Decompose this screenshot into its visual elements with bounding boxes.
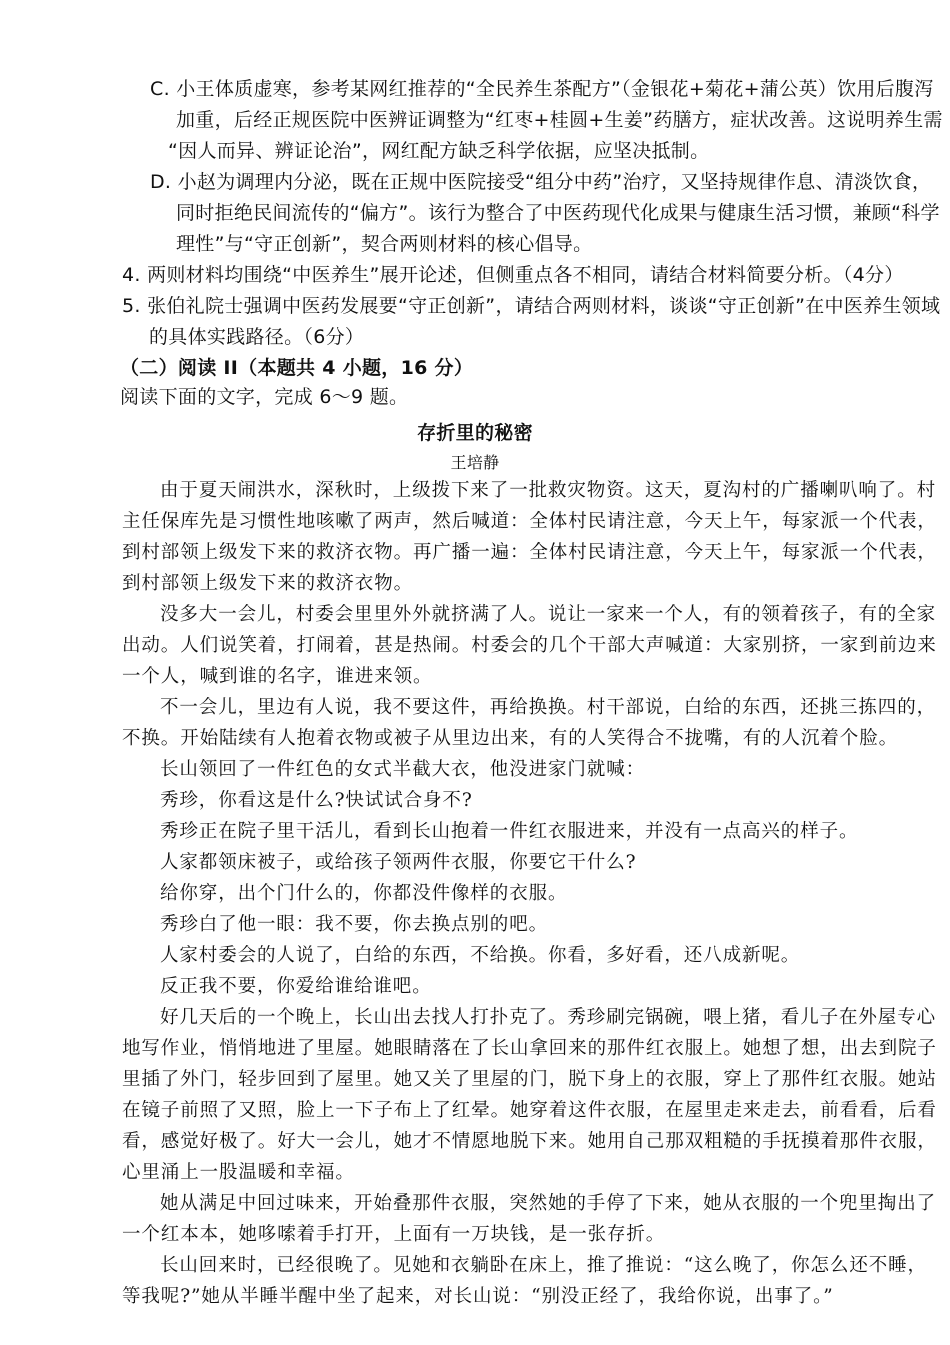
story-line: 一个人，喊到谁的名字，谁进来领。 <box>122 666 433 687</box>
story-line: 到村部领上级发下来的救济衣物。 <box>122 573 414 594</box>
story-line: 到村部领上级发下来的救济衣物。再广播一遍：全体村民请注意，今天上午，每家派一个代表， <box>122 542 937 563</box>
story-line: 长山回来时，已经很晚了。见她和衣躺卧在床上，推了推说：“这么晚了，你怎么还不睡， <box>160 1255 927 1276</box>
story-author: 王培静 <box>450 453 500 472</box>
story-line: 在镜子前照了又照，脸上一下子布上了红晕。她穿着这件衣服，在屋里走来走去，前看看，后看 <box>122 1100 937 1121</box>
story-line: 她从满足中回过味来，开始叠那件衣服，突然她的手停了下来，她从衣服的一个兜里掏出了 <box>160 1193 937 1214</box>
story-line: 由于夏天闹洪水，深秋时，上级拨下来了一批救灾物资。这天，夏沟村的广播喇叭响了。村 <box>160 480 937 501</box>
section-instruction: 阅读下面的文字，完成 6～9 题。 <box>120 386 409 408</box>
story-line: 给你穿，出个门什么的，你都没件像样的衣服。 <box>160 883 568 904</box>
story-line: 心里涌上一股温暖和幸福。 <box>122 1162 355 1183</box>
story-title: 存折里的秘密 <box>417 422 533 444</box>
question-4: 4. 两则材料均围绕“中医养生”展开论述，但侧重点各不相同，请结合材料简要分析。（4分） <box>122 264 904 286</box>
story-line: 秀珍正在院子里干活儿，看到长山抱着一件红衣服进来，并没有一点高兴的样子。 <box>160 821 859 842</box>
story-line: 长山领回了一件红色的女式半截大衣，他没进家门就喊： <box>160 759 646 780</box>
option-d-line-3: 理性”与“守正创新”，契合两则材料的核心倡导。 <box>176 233 593 255</box>
story-line: 里插了外门，轻步回到了屋里。她又关了里屋的门，脱下身上的衣服，穿上了那件红衣服。她站 <box>122 1069 937 1090</box>
story-line: 主任保库先是习惯性地咳嗽了两声，然后喊道：全体村民请注意，今天上午，每家派一个代表， <box>122 511 937 532</box>
story-line: 看，感觉好极了。好大一会儿，她才不情愿地脱下来。她用自己那双粗糙的手抚摸着那件衣服， <box>122 1131 937 1152</box>
story-line: 一个红本本，她哆嗦着手打开，上面有一万块钱，是一张存折。 <box>122 1224 666 1245</box>
story-line: 秀珍，你看这是什么?快试试合身不? <box>160 790 473 811</box>
story-line: 人家都领床被子，或给孩子领两件衣服，你要它干什么? <box>160 852 637 873</box>
story-line: 不一会儿，里边有人说，我不要这件，再给换换。村干部说，白给的东西，还挑三拣四的， <box>160 697 937 718</box>
question-5-line-1: 5. 张伯礼院士强调中医药发展要“守正创新”，请结合两则材料，谈谈“守正创新”在中医养生领域 <box>122 295 941 317</box>
story-line: 秀珍白了他一眼：我不要，你去换点别的吧。 <box>160 914 549 935</box>
story-line: 等我呢?”她从半睡半醒中坐了起来，对长山说：“别没正经了，我给你说，出事了。” <box>122 1286 834 1307</box>
option-d-line-2: 同时拒绝民间流传的“偏方”。该行为整合了中医药现代化成果与健康生活习惯，兼顾“科学 <box>176 202 940 224</box>
option-c-line-2: 加重，后经正规医院中医辨证调整为“红枣+桂圆+生姜”药膳方，症状改善。这说明养生需 <box>176 109 943 131</box>
story-line: 好几天后的一个晚上，长山出去找人打扑克了。秀珍刷完锅碗，喂上猪，看儿子在外屋专心 <box>160 1007 937 1028</box>
option-c-line-1: C. 小王体质虚寒，参考某网红推荐的“全民养生茶配方”（金银花+菊花+蒲公英）饮用后腹泻 <box>150 78 934 100</box>
option-d-line-1: D. 小赵为调理内分泌，既在正规中医院接受“组分中药”治疗，又坚持规律作息、清淡饮食， <box>150 171 932 193</box>
section-heading: （二）阅读 II（本题共 4 小题，16 分） <box>120 357 474 379</box>
question-5-line-2: 的具体实践路径。（6分） <box>149 326 365 348</box>
story-line: 不换。开始陆续有人抱着衣物或被子从里边出来，有的人笑得合不拢嘴，有的人沉着个脸。 <box>122 728 899 749</box>
option-c-line-3: “因人而异、辨证论治”，网红配方缺乏科学依据，应坚决抵制。 <box>168 140 710 162</box>
story-line: 人家村委会的人说了，白给的东西，不给换。你看，多好看，还八成新呢。 <box>160 945 801 966</box>
story-line: 反正我不要，你爱给谁给谁吧。 <box>160 976 432 997</box>
story-line: 地写作业，悄悄地进了里屋。她眼睛落在了长山拿回来的那件红衣服上。她想了想，出去到院子 <box>122 1038 937 1059</box>
story-line: 没多大一会儿，村委会里里外外就挤满了人。说让一家来一个人，有的领着孩子，有的全家 <box>160 604 937 625</box>
story-line: 出动。人们说笑着，打闹着，甚是热闹。村委会的几个干部大声喊道：大家别挤，一家到前边来 <box>122 635 937 656</box>
